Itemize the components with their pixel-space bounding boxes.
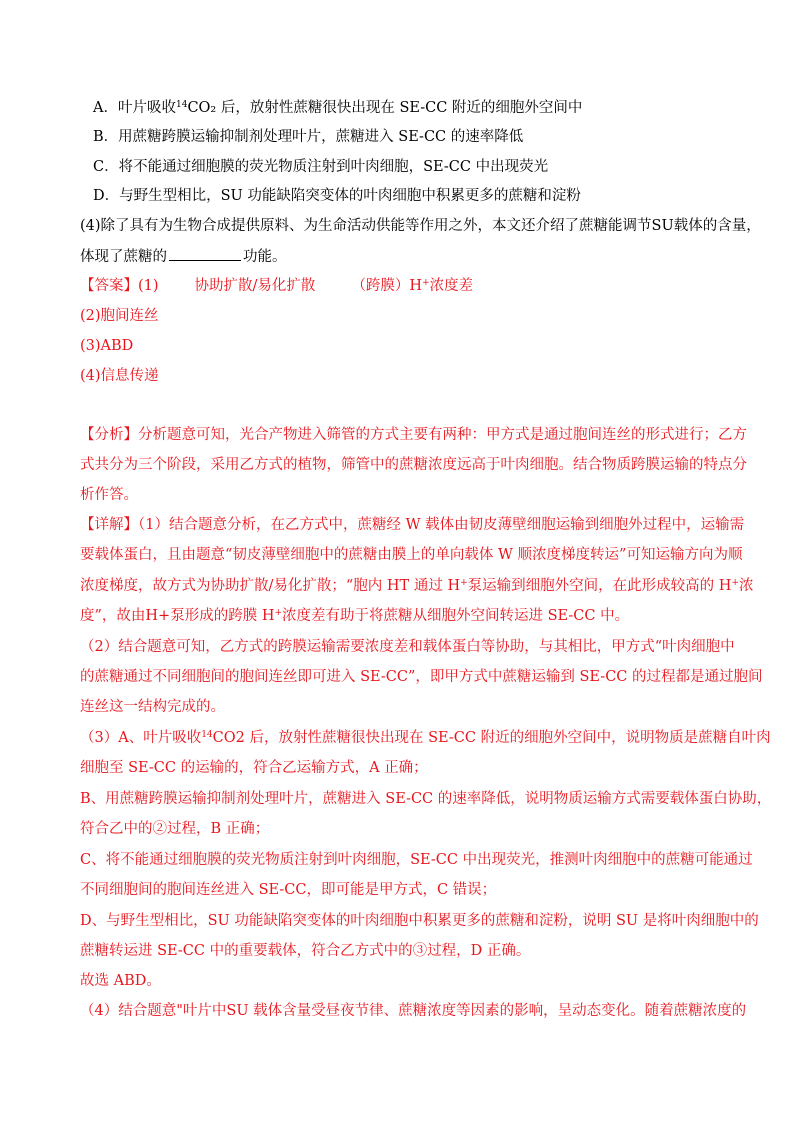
answer-line-1: 【答案】(1) 协助扩散/易化扩散 （跨膜）H+浓度差 (80, 278, 474, 294)
detail-p4-line-1: （4）结合题意"叶片中SU 载体含量受昼夜节律、蔗糖浓度等因素的影响，呈动态变化。随着蔗糖浓度的 (80, 1003, 747, 1019)
detail-label: 【详解】 (80, 517, 138, 533)
option-b: B．用蔗糖跨膜运输抑制剂处理叶片，蔗糖进入 SE-CC 的速率降低 (93, 129, 524, 145)
answer-blank (169, 246, 241, 261)
option-d: D．与野生型相比，SU 功能缺陷突变体的叶肉细胞中积累更多的蔗糖和淀粉 (93, 188, 581, 204)
detail-p2-line-1: （2）结合题意可知，乙方式的跨膜运输需要浓度差和载体蛋白等协助，与其相比，甲方式“叶肉细胞中 (80, 639, 735, 655)
question-4-line-2: 体现了蔗糖的 功能。 (80, 246, 800, 267)
detail-p3-line-8: 蔗糖转运进 SE-CC 中的重要载体，符合乙方式中的③过程，D 正确。 (80, 943, 531, 959)
detail-p2-line-3: 连丝这一结构完成的。 (80, 699, 225, 715)
detail-p1-line-1: 【详解】（1）结合题意分析，在乙方式中，蔗糖经 W 载体由韧皮薄壁细胞运输到细胞外过程中，运输需 (80, 517, 745, 533)
detail-p1-line-4: 度”，故由H+泵形成的跨膜 H+浓度差有助于将蔗糖从细胞外空间转运进 SE-CC 中。 (80, 608, 630, 624)
answer-4: (4)信息传递 (80, 368, 159, 384)
detail-p3-line-5: C、将不能通过细胞膜的荧光物质注射到叶肉细胞，SE-CC 中出现荧光，推测叶肉细胞中的蔗糖可能通过 (80, 852, 753, 868)
analysis-line-2: 式共分为三个阶段，采用乙方式的植物，筛管中的蔗糖浓度远高于叶肉细胞。结合物质跨膜运输的特点分 (80, 457, 747, 473)
detail-p2-line-2: 的蔗糖通过不同细胞间的胞间连丝即可进入 SE-CC”，即甲方式中蔗糖运输到 SE-CC 的过程都是通过胞间 (80, 669, 763, 685)
analysis-label: 【分析】 (80, 427, 138, 443)
detail-p3-line-3: B、用蔗糖跨膜运输抑制剂处理叶片，蔗糖进入 SE-CC 的速率降低，说明物质运输方式需要载体蛋白协助， (80, 791, 772, 807)
detail-p3-line-9: 故选 ABD。 (80, 973, 161, 989)
answer-2: (2)胞间连丝 (80, 308, 159, 324)
detail-p3-line-2: 细胞至 SE-CC 的运输的，符合乙运输方式，A 正确； (80, 760, 428, 776)
detail-p1-line-3: 浓度梯度，故方式为协助扩散/易化扩散；“胞内 HT 通过 H+泵运输到细胞外空间，在此形成较高的 H+浓 (80, 578, 754, 594)
detail-p1-line-2: 要载体蛋白，且由题意“韧皮薄壁细胞中的蔗糖由膜上的单向载体 W 顺浓度梯度转运”可知运输方向为顺 (80, 547, 743, 563)
question-4-line-1: (4)除了具有为生物合成提供原料、为生命活动供能等作用之外，本文还介绍了蔗糖能调节SU载体的含量， (80, 218, 761, 234)
analysis-line-3: 析作答。 (80, 487, 138, 503)
option-c: C．将不能通过细胞膜的荧光物质注射到叶肉细胞，SE-CC 中出现荧光 (93, 159, 549, 175)
detail-p3-line-4: 符合乙中的②过程，B 正确； (80, 821, 270, 837)
detail-p3-line-1: （3）A、叶片吸收$^{14}$CO2 后，放射性蔗糖很快出现在 SE-CC 附近的细胞外空间中，说明物质是蔗糖自叶肉 (80, 730, 771, 746)
option-a: A．叶片吸收$^{14}$CO₂ 后，放射性蔗糖很快出现在 SE-CC 附近的细胞外空间中 (93, 100, 583, 116)
detail-p3-line-6: 不同细胞间的胞间连丝进入 SE-CC，即可能是甲方式，C 错误； (80, 882, 497, 898)
detail-p3-line-7: D、与野生型相比，SU 功能缺陷突变体的叶肉细胞中积累更多的蔗糖和淀粉，说明 SU 是将叶肉细胞中的 (80, 913, 759, 929)
analysis-line-1: 【分析】分析题意可知，光合产物进入筛管的方式主要有两种：甲方式是通过胞间连丝的形式进行；乙方 (80, 427, 747, 443)
answer-label: 【答案】 (80, 278, 138, 294)
answer-3: (3)ABD (80, 338, 134, 354)
